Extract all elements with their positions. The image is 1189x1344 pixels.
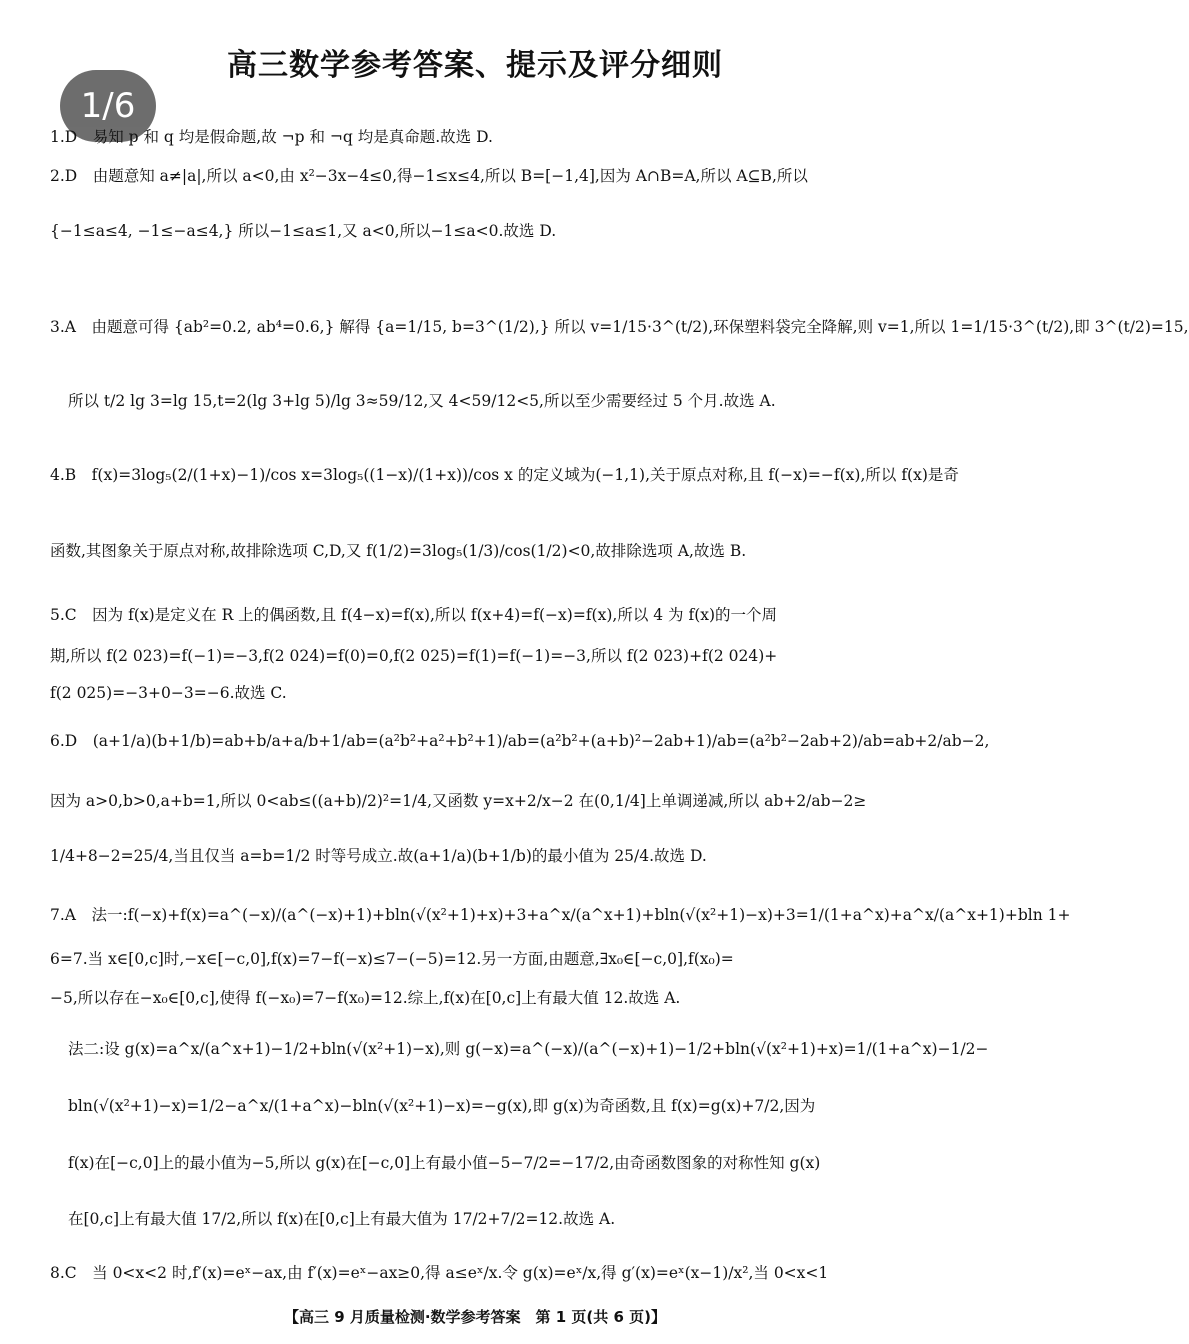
answer-line: 5.C 因为 f(x)是定义在 R 上的偶函数,且 f(4−x)=f(x),所以 f(x+4)=f(−x)=f(x),所以 4 为 f(x)的一个周 [50, 606, 778, 624]
answer-line: 4.B f(x)=3log₅(2/(1+x)−1)/cos x=3log₅((1−x)/(1+x))/cos x 的定义域为(−1,1),关于原点对称,且 f(−x)=−f(x),所以 f(x)是奇 [50, 466, 959, 484]
answer-line: bln(√(x²+1)−x)=1/2−a^x/(1+a^x)−bln(√(x²+1)−x)=−g(x),即 g(x)为奇函数,且 f(x)=g(x)+7/2,因为 [68, 1097, 816, 1115]
answer-line: 2.D 由题意知 a≠|a|,所以 a<0,由 x²−3x−4≤0,得−1≤x≤4,所以 B=[−1,4],因为 A∩B=A,所以 A⊆B,所以 [50, 167, 808, 185]
page-number-badge: 1/6 [60, 70, 156, 142]
answer-line: 8.C 当 0<x<2 时,f′(x)=eˣ−ax,由 f′(x)=eˣ−ax≥0,得 a≤eˣ/x.令 g(x)=eˣ/x,得 g′(x)=eˣ(x−1)/x²,当 0<x<1 [50, 1264, 829, 1282]
answer-line: 6.D (a+1/a)(b+1/b)=ab+b/a+a/b+1/ab=(a²b²+a²+b²+1)/ab=(a²b²+(a+b)²−2ab+1)/ab=(a²b²−2ab+2)/ab=ab+2/ab−2, [50, 732, 990, 750]
answer-line: {−1≤a≤4, −1≤−a≤4,} 所以−1≤a≤1,又 a<0,所以−1≤a<0.故选 D. [50, 222, 557, 240]
answer-line: 所以 t/2 lg 3=lg 15,t=2(lg 3+lg 5)/lg 3≈59/12,又 4<59/12<5,所以至少需要经过 5 个月.故选 A. [68, 392, 776, 410]
answer-line: 1.D 易知 p 和 q 均是假命题,故 ¬p 和 ¬q 均是真命题.故选 D. [50, 128, 493, 146]
page-title: 高三数学参考答案、提示及评分细则 [227, 48, 723, 83]
answer-line: 1/4+8−2=25/4,当且仅当 a=b=1/2 时等号成立.故(a+1/a)(b+1/b)的最小值为 25/4.故选 D. [50, 847, 707, 865]
answer-line: 函数,其图象关于原点对称,故排除选项 C,D,又 f(1/2)=3log₅(1/3)/cos(1/2)<0,故排除选项 A,故选 B. [50, 542, 747, 560]
answer-line: f(x)在[−c,0]上的最小值为−5,所以 g(x)在[−c,0]上有最小值−5−7/2=−17/2,由奇函数图象的对称性知 g(x) [68, 1154, 821, 1172]
answer-line: −5,所以存在−x₀∈[0,c],使得 f(−x₀)=7−f(x₀)=12.综上,f(x)在[0,c]上有最大值 12.故选 A. [50, 989, 681, 1007]
answer-line: 期,所以 f(2 023)=f(−1)=−3,f(2 024)=f(0)=0,f(2 025)=f(1)=f(−1)=−3,所以 f(2 023)+f(2 024)+ [50, 647, 778, 665]
page-footer: 【高三 9 月质量检测·数学参考答案 第 1 页(共 6 页)】 [283, 1308, 667, 1326]
answer-line: f(2 025)=−3+0−3=−6.故选 C. [50, 684, 287, 702]
answer-line: 因为 a>0,b>0,a+b=1,所以 0<ab≤((a+b)/2)²=1/4,又函数 y=x+2/x−2 在(0,1/4]上单调递减,所以 ab+2/ab−2≥ [50, 792, 867, 810]
answer-line: 3.A 由题意可得 {ab²=0.2, ab⁴=0.6,} 解得 {a=1/15, b=3^(1/2),} 所以 v=1/15·3^(t/2),环保塑料袋完全降解,则 v=1,所以 1=1/15·3^(t/2),即 3^(t/2)=15, [50, 318, 1189, 336]
answer-line: 6=7.当 x∈[0,c]时,−x∈[−c,0],f(x)=7−f(−x)≤7−(−5)=12.另一方面,由题意,∃x₀∈[−c,0],f(x₀)= [50, 950, 734, 968]
answer-line: 在[0,c]上有最大值 17/2,所以 f(x)在[0,c]上有最大值为 17/2+7/2=12.故选 A. [68, 1210, 616, 1228]
answer-line: 法二:设 g(x)=a^x/(a^x+1)−1/2+bln(√(x²+1)−x),则 g(−x)=a^(−x)/(a^(−x)+1)−1/2+bln(√(x²+1)+x)=1/(1+a^x)−1/2− [68, 1040, 989, 1058]
answer-line: 7.A 法一:f(−x)+f(x)=a^(−x)/(a^(−x)+1)+bln(√(x²+1)+x)+3+a^x/(a^x+1)+bln(√(x²+1)−x)+3=1/(1+a^x)+a^x/(a^x+1)+bln 1+ [50, 906, 1071, 924]
